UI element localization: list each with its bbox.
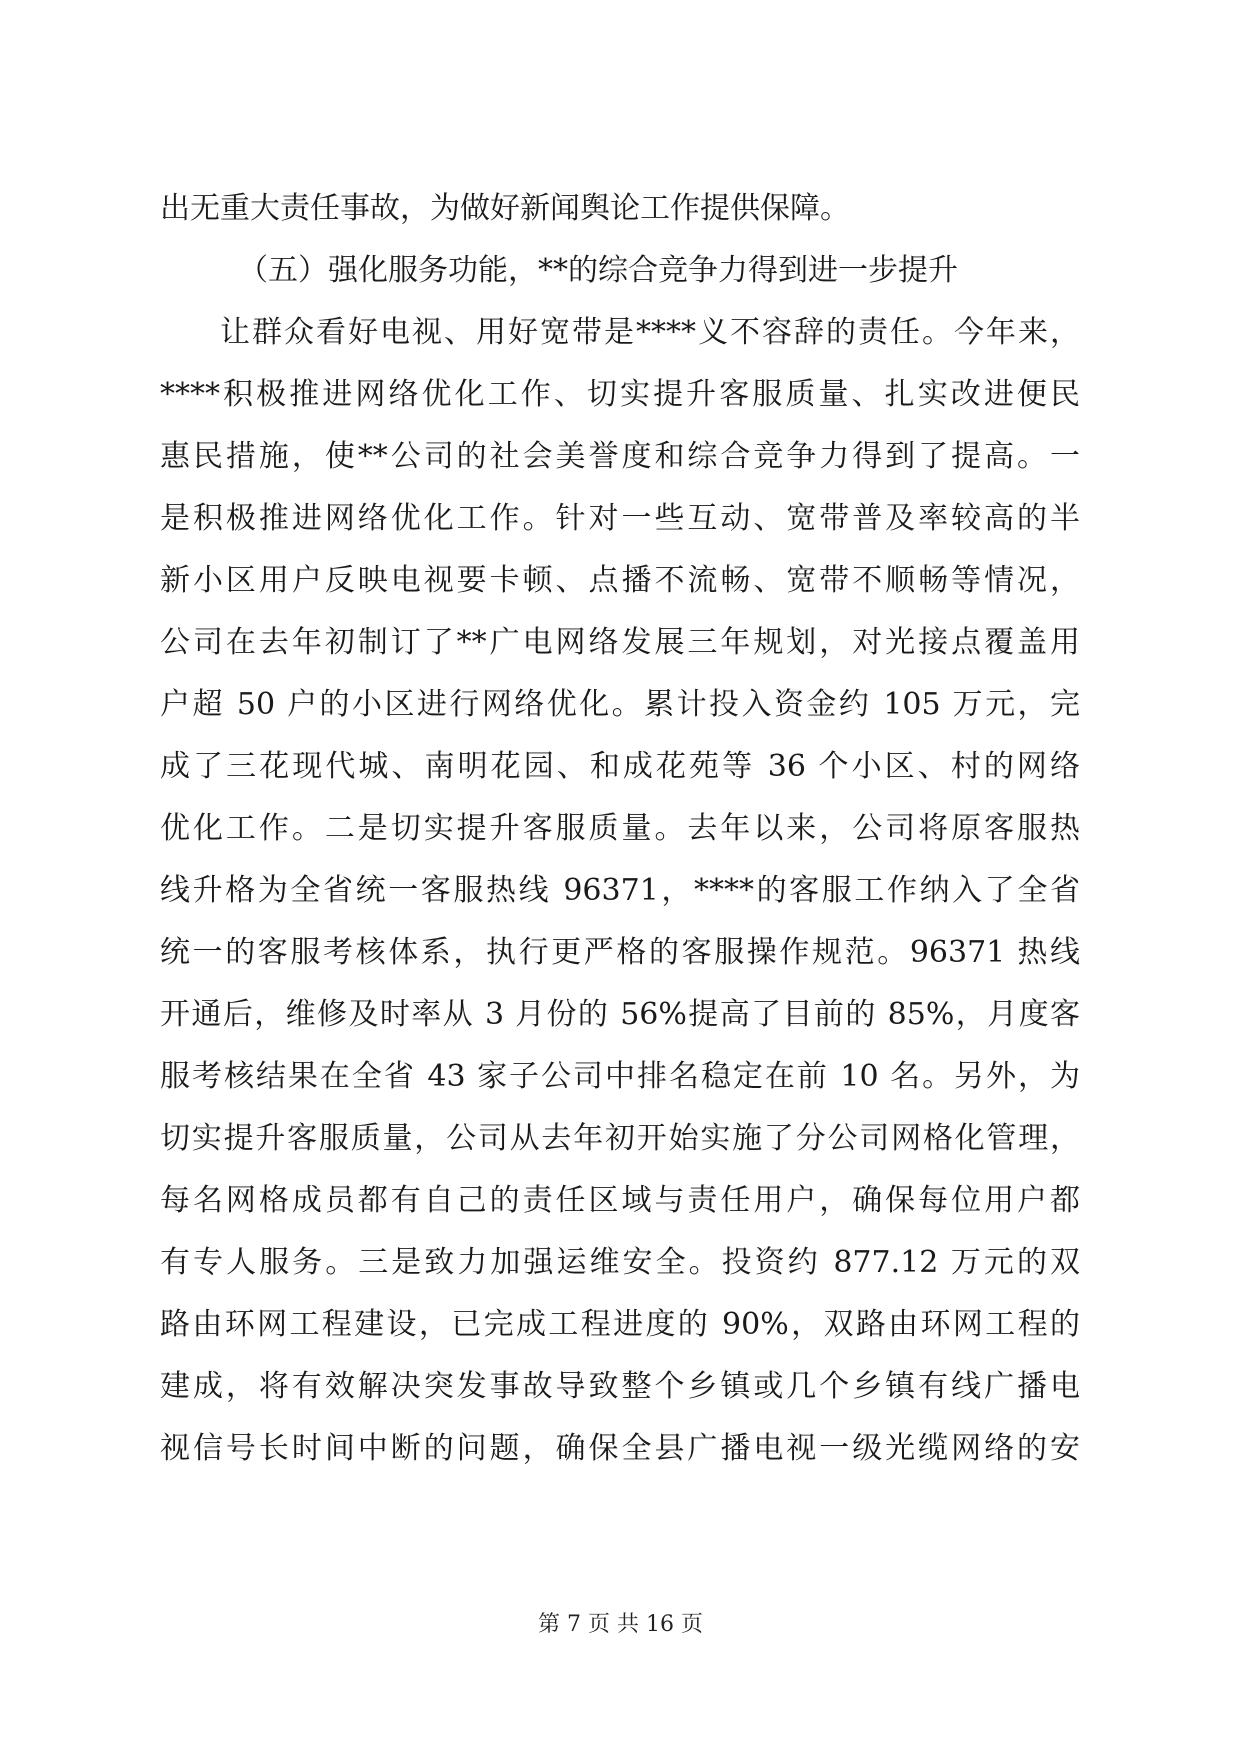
paragraph-line: 视信号长时间中断的问题，确保全县广播电视一级光缆网络的安 (160, 1431, 1080, 1466)
section-heading-five: （五）强化服务功能，**的综合竞争力得到进一步提升 (238, 253, 958, 288)
paragraph-line: 惠民措施，使**公司的社会美誉度和综合竞争力得到了提高。一 (160, 439, 1080, 474)
paragraph-line: 优化工作。二是切实提升客服质量。去年以来，公司将原客服热 (160, 811, 1080, 846)
paragraph-line: 路由环网工程建设，已完成工程进度的 90%，双路由环网工程的 (160, 1307, 1080, 1342)
paragraph-line: 公司在去年初制订了**广电网络发展三年规划，对光接点覆盖用 (160, 625, 1080, 660)
paragraph-line: 开通后，维修及时率从 3 月份的 56%提高了目前的 85%，月度客 (160, 997, 1080, 1032)
paragraph-line: ****积极推进网络优化工作、切实提升客服质量、扎实改进便民 (160, 377, 1080, 412)
paragraph-line: 线升格为全省统一客服热线 96371，****的客服工作纳入了全省 (160, 873, 1080, 908)
paragraph-line: 成了三花现代城、南明花园、和成花苑等 36 个小区、村的网络 (160, 749, 1080, 784)
paragraph-line: 建成，将有效解决突发事故导致整个乡镇或几个乡镇有线广播电 (160, 1369, 1080, 1404)
paragraph-line: 切实提升客服质量，公司从去年初开始实施了分公司网格化管理， (160, 1121, 1080, 1156)
paragraph-line: 新小区用户反映电视要卡顿、点播不流畅、宽带不顺畅等情况， (160, 563, 1080, 598)
paragraph-line: 是积极推进网络优化工作。针对一些互动、宽带普及率较高的半 (160, 501, 1080, 536)
paragraph-line: 每名网格成员都有自己的责任区域与责任用户，确保每位用户都 (160, 1183, 1080, 1218)
page-number-footer: 第 7 页 共 16 页 (538, 1612, 703, 1637)
document-body (160, 178, 1080, 1480)
paragraph-line: 服考核结果在全省 43 家子公司中排名稳定在前 10 名。另外，为 (160, 1059, 1080, 1094)
paragraph-line: 有专人服务。三是致力加强运维安全。投资约 877.12 万元的双 (160, 1245, 1080, 1280)
text-line-continuation: 出无重大责任事故，为做好新闻舆论工作提供保障。 (160, 191, 850, 226)
paragraph-line: 统一的客服考核体系，执行更严格的客服操作规范。96371 热线 (160, 935, 1080, 970)
paragraph-first-line: 让群众看好电视、用好宽带是****义不容辞的责任。今年来， (220, 315, 1080, 350)
paragraph-line: 户超 50 户的小区进行网络优化。累计投入资金约 105 万元，完 (160, 687, 1080, 722)
